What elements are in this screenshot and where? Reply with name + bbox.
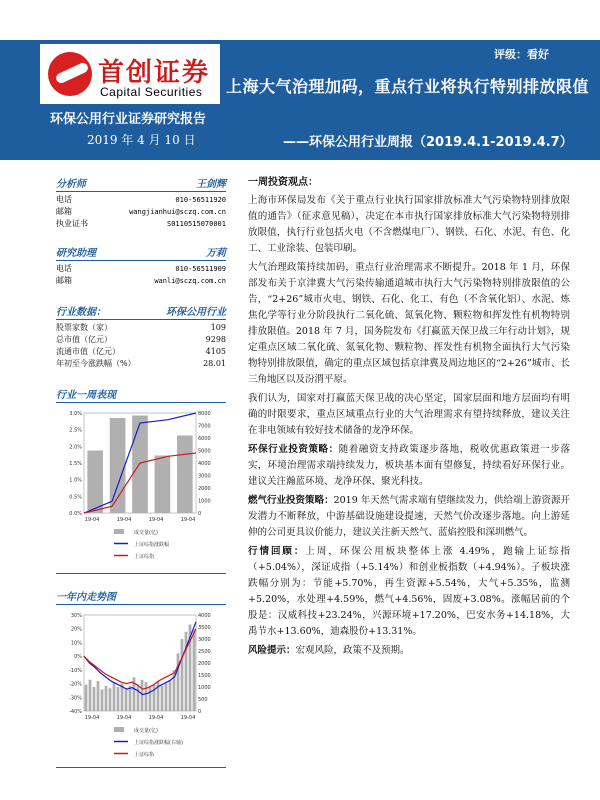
env-strategy-text: 随着融资支持政策逐步落地，税收优惠政策进一步落实，环境治理需求端持续发力，板块基本面有望修复，持续看好环保行业。建议关注瀚蓝环境、龙净环保、聚光科技。 <box>248 444 570 487</box>
analyst-phone-row <box>56 194 226 206</box>
assistant-name: 万莉 <box>206 248 226 259</box>
right-axis-tick-label: 1500 <box>198 673 211 679</box>
legend-label: 成交量(亿) <box>134 728 158 734</box>
stats-row <box>56 334 226 346</box>
stats-value: 28.01 <box>203 359 226 368</box>
paragraph-env-strategy <box>248 442 570 490</box>
left-axis-tick-label: 0% <box>74 654 82 661</box>
right-axis-tick-label: 4000 <box>198 613 211 619</box>
analyst-cert-label: 执业证书 <box>56 219 88 228</box>
left-axis-tick-label: 10% <box>70 640 82 647</box>
volume-bar <box>97 681 100 711</box>
assistant-email-label: 邮箱 <box>56 276 72 285</box>
stats-label: 股票家数（家） <box>56 323 112 332</box>
volume-bar <box>165 683 168 711</box>
volume-bar <box>161 686 164 711</box>
market-review-lead: 行情回顾： <box>248 546 306 557</box>
x-axis-tick-label: 19-04 <box>116 715 132 721</box>
analyst-title <box>56 175 226 192</box>
stats-label: 总市值（亿元） <box>56 335 112 344</box>
analyst-phone: 010-56511920 <box>175 196 226 204</box>
assistant-phone: 010-56511909 <box>175 265 226 273</box>
investment-view-heading: 一周投资观点： <box>248 177 318 188</box>
stats-title-label: 行业数据： <box>56 307 106 318</box>
volume-bar <box>105 686 108 711</box>
volume-bar <box>149 687 152 711</box>
logo <box>40 44 220 104</box>
analyst-email-row <box>56 206 226 218</box>
left-axis-tick-label: -10% <box>69 667 82 674</box>
volume-bar <box>137 685 140 711</box>
assistant-title <box>56 244 226 261</box>
x-axis-tick-label: 19-04 <box>84 517 100 523</box>
volume-bar <box>169 680 172 711</box>
legend-label: 上证综指 <box>134 752 155 758</box>
stats-label: 年初至今涨跌幅（%） <box>56 359 136 368</box>
volume-bar <box>141 680 144 711</box>
stats-row <box>56 322 226 334</box>
right-axis-tick-label: 3000 <box>198 473 211 480</box>
volume-bar <box>85 685 88 711</box>
analyst-phone-label: 电话 <box>56 195 72 204</box>
volume-bar <box>155 456 171 514</box>
right-axis-tick-label: 2000 <box>198 486 211 492</box>
sidebar <box>56 175 226 768</box>
assistant-email[interactable]: wanli@sczq.com.cn <box>154 277 226 285</box>
left-axis-tick-label: 0.0% <box>69 511 82 517</box>
logo-english-text: Capital Securities <box>100 85 203 99</box>
gas-strategy-text: 2019 年天然气需求端有望继续发力，供给端上游资源开发潜力不断释放，中游基础设施建设提速，天然气价改逐步落地。向上游延伸的公司更具议价能力，建议关注新天然气、蓝焰控股和深圳燃气。 <box>248 495 570 538</box>
stats-row <box>56 346 226 358</box>
right-axis-tick-label: 2000 <box>198 661 211 667</box>
main-content <box>248 175 570 662</box>
paragraph-gas-strategy <box>248 493 570 541</box>
report-subheadline: ——环保公用行业周报（2019.4.1-2019.4.7） <box>283 135 573 150</box>
x-axis-tick-label: 19-04 <box>84 715 100 721</box>
gas-strategy-lead: 燃气行业投资策略： <box>248 495 334 506</box>
volume-bar <box>113 682 116 711</box>
report-type: 环保公用行业证券研究报告 <box>50 112 207 127</box>
left-axis-tick-label: 1.0% <box>69 477 82 484</box>
stats-title-right: 环保公用行业 <box>166 307 226 318</box>
right-axis-tick-label: 2500 <box>198 649 211 655</box>
right-axis-tick-label: 3500 <box>198 625 211 631</box>
report-headline: 上海大气治理加码，重点行业将执行特别排放限值 <box>226 77 590 96</box>
volume-bar <box>145 682 148 711</box>
right-axis-tick-label: 0 <box>198 511 202 517</box>
analyst-cert: S0110515070001 <box>166 220 226 228</box>
volume-bar <box>132 416 148 514</box>
volume-bar <box>177 436 193 514</box>
right-axis-tick-label: 3000 <box>198 637 211 643</box>
left-axis-tick-label: 20% <box>70 626 82 633</box>
analyst-email-label: 邮箱 <box>56 207 72 216</box>
right-axis-tick-label: 4000 <box>198 461 211 467</box>
weekly-chart-title <box>56 386 226 403</box>
market-review-text: 上周，环保公用板块整体上涨 4.49%，跑输上证综指（+5.04%），深证成指（+5.14%）和创业板指数（+4.94%）。子板块涨跌幅分别为：节能+5.70%，再生资源+5.54%，大气+5.35%，监测+5.20%，水处理+4.59%，燃气+4.56%，固废+3.08%。涨幅居前的个股是：汉威科技+23.24%，兴源环境+17.20%，巴安水务+14.18%，大禹节水+13.60%，迪森股份+13.31%。 <box>248 546 570 637</box>
weekly-chart-svg <box>56 405 226 573</box>
risk-text: 宏观风险，政策不及预期。 <box>295 645 410 656</box>
risk-lead: 风险提示： <box>248 645 296 656</box>
volume-bar <box>93 687 96 711</box>
left-axis-tick-label: 1.5% <box>69 461 82 467</box>
analyst-name: 王剑辉 <box>196 179 226 190</box>
stats-value: 9298 <box>205 335 226 344</box>
legend-label: 成交量(亿) <box>134 530 158 536</box>
left-axis-tick-label: 3.0% <box>69 411 82 417</box>
yearly-chart-title <box>56 588 226 605</box>
stats-label: 流通市值（亿元） <box>56 347 120 356</box>
assistant-email-row <box>56 275 226 287</box>
right-axis-tick-label: 6000 <box>198 436 211 442</box>
report-header <box>0 0 600 160</box>
logo-mark-icon <box>48 52 92 96</box>
assistant-block <box>56 244 226 287</box>
industry-stats-block <box>56 303 226 370</box>
right-axis-tick-label: 1000 <box>198 685 211 691</box>
paragraph-risk <box>248 643 570 659</box>
left-axis-tick-label: -20% <box>69 681 82 688</box>
right-axis-tick-label: 1000 <box>198 498 211 505</box>
analyst-block <box>56 175 226 230</box>
left-axis-tick-label: 0.5% <box>69 494 82 501</box>
volume-bar <box>87 451 103 514</box>
assistant-title-label: 研究助理 <box>56 248 96 259</box>
weekly-performance-block <box>56 386 226 574</box>
paragraph-policy: 上海市环保局发布《关于重点行业执行国家排放标准大气污染物特别排放限值的通告》（征求意见稿），决定在本市执行国家排放标准大气污染物特别排放限值，执行行业包括火电（不含燃煤电厂）、钢铁、石化、水泥、有色、化工、工业涂装、包装印刷。 <box>248 195 570 254</box>
legend-label: 上证综指涨跌幅(右轴) <box>134 740 183 746</box>
analyst-email[interactable]: wangjianhui@sczq.com.cn <box>129 208 226 216</box>
x-axis-tick-label: 19-04 <box>180 715 196 721</box>
left-axis-tick-label: -30% <box>69 695 82 702</box>
stats-value: 109 <box>210 323 226 332</box>
report-date: 2019 年 4 月 10 日 <box>87 133 196 147</box>
legend-label: 上证综指涨跌幅 <box>134 542 170 548</box>
logo-chinese-text: 首创证券 <box>98 58 211 88</box>
stats-row <box>56 358 226 370</box>
x-axis-tick-label: 19-04 <box>116 517 132 523</box>
right-axis-tick-label: 8000 <box>198 411 211 417</box>
weekly-chart-title-label: 行业一周表现 <box>56 390 116 401</box>
legend-label: 上证综指 <box>134 554 155 560</box>
volume-bar <box>89 680 92 711</box>
x-axis-tick-label: 19-04 <box>148 715 164 721</box>
x-axis-tick-label: 19-04 <box>148 517 164 523</box>
volume-bar <box>109 688 112 711</box>
left-axis-tick-label: 30% <box>70 613 82 619</box>
volume-bar <box>177 653 180 711</box>
rating-label: 评级：看好 <box>494 48 549 61</box>
x-axis-tick-label: 19-04 <box>180 517 196 523</box>
env-strategy-lead: 环保行业投资策略： <box>248 444 339 455</box>
header-top-strip <box>0 0 600 40</box>
right-axis-tick-label: 5000 <box>198 448 211 455</box>
yearly-chart <box>56 607 226 768</box>
analyst-title-label: 分析师 <box>56 179 86 190</box>
left-axis-tick-label: 2.5% <box>69 427 82 434</box>
volume-bar <box>129 686 132 711</box>
volume-bar <box>125 689 128 711</box>
volume-bar <box>117 687 120 711</box>
right-axis-tick-label: 7000 <box>198 423 211 430</box>
assistant-phone-label: 电话 <box>56 264 72 273</box>
right-axis-tick-label: 0 <box>198 709 202 715</box>
assistant-phone-row <box>56 263 226 275</box>
stats-value: 4105 <box>205 347 226 356</box>
paragraph-view: 我们认为，国家对打赢蓝天保卫战的决心坚定，国家层面和地方层面均有明确的时限要求，重点区域重点行业的大气治理需求有望持续释放，建议关注在非电领域有较好技术储备的龙净环保。 <box>248 393 570 436</box>
analyst-cert-row <box>56 218 226 230</box>
left-axis-tick-label: -40% <box>69 709 82 715</box>
legend-swatch <box>114 727 124 732</box>
paragraph-policy-detail: 大气治理政策持续加码，重点行业治理需求不断提升。2018 年 1 月，环保部发布关于京津冀大气污染传输通道城市执行大气污染物特别排放限值的公告，“2+26”城市火电、钢铁、石化、化工、有色（不含氧化铝）、水泥、炼焦化学等行业分阶段执行二氧化硫、氮氧化物、颗粒物和挥发性有机物特别排放限值。2018 年 7 月，国务院发布《打赢蓝天保卫战三年行动计划》，规定重点区域二氧化硫、氮氧化物、颗粒物、挥发性有机物全面执行大气污染物特别排放限值，确定的重点区域包括京津冀及周边地区的“2+26”城市、长三角地区以及汾渭平原。 <box>248 262 570 385</box>
volume-bar <box>181 639 184 711</box>
left-axis-tick-label: 2.0% <box>69 444 82 451</box>
yearly-chart-svg <box>56 607 226 767</box>
industry-stats-title <box>56 303 226 320</box>
volume-bar <box>101 689 104 711</box>
paragraph-market-review <box>248 544 570 640</box>
yearly-chart-title-label: 一年内走势图 <box>56 592 116 603</box>
right-axis-tick-label: 500 <box>198 697 208 703</box>
weekly-chart <box>56 405 226 574</box>
legend-swatch <box>114 529 124 534</box>
volume-bar <box>193 629 196 711</box>
yearly-trend-block <box>56 588 226 768</box>
